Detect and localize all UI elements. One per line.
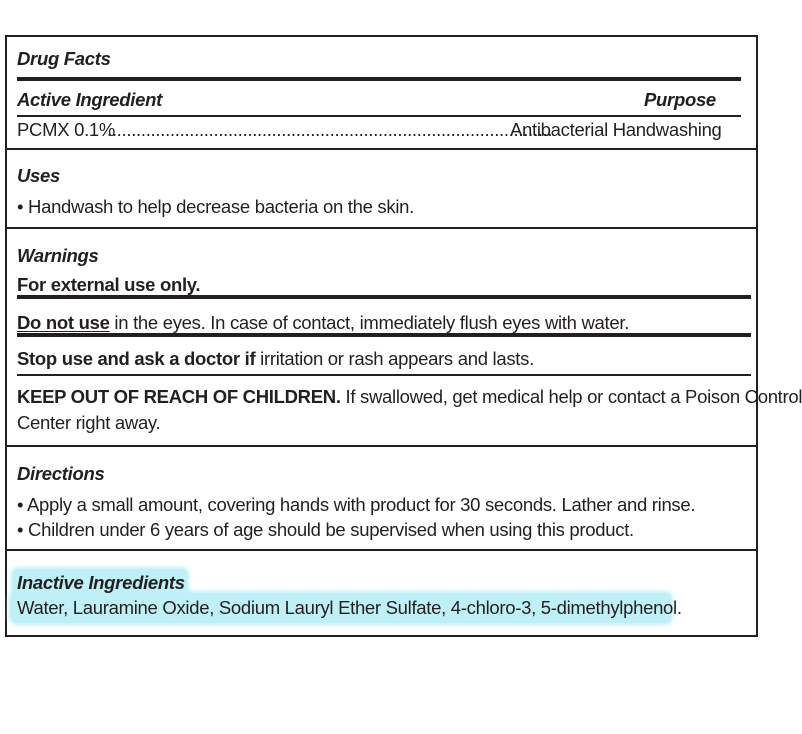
directions-item: • Children under 6 years of age should be supervised when using this product. bbox=[17, 519, 634, 540]
keep-out-text-2: Center right away. bbox=[17, 412, 161, 433]
title-rule bbox=[17, 77, 741, 81]
dot-leader: ............................................................................................ bbox=[107, 119, 553, 140]
keep-out-label: KEEP OUT OF REACH OF CHILDREN. bbox=[17, 386, 341, 407]
stop-use-text: irritation or rash appears and lasts. bbox=[255, 348, 534, 369]
keep-out-line bbox=[17, 386, 802, 408]
do-not-use-text: in the eyes. In case of contact, immediately flush eyes with water. bbox=[109, 312, 630, 333]
active-rule bbox=[17, 115, 741, 117]
do-not-use-label: Do not use bbox=[17, 312, 110, 333]
section-divider-3 bbox=[7, 445, 756, 447]
inactive-ingredients-heading: Inactive Ingredients bbox=[17, 572, 185, 593]
directions-item: • Apply a small amount, covering hands with product for 30 seconds. Lather and rinse. bbox=[17, 494, 696, 515]
section-divider-4 bbox=[7, 549, 756, 551]
warnings-heading: Warnings bbox=[17, 245, 99, 266]
purpose-heading: Purpose bbox=[644, 89, 716, 110]
warnings-rule-3 bbox=[17, 374, 751, 376]
active-ingredient-heading: Active Ingredient bbox=[17, 89, 162, 110]
warnings-rule-2 bbox=[17, 333, 751, 337]
warnings-rule-1 bbox=[17, 295, 751, 299]
stop-use-line bbox=[17, 348, 534, 370]
directions-heading: Directions bbox=[17, 463, 105, 484]
section-divider-1 bbox=[7, 148, 756, 150]
inactive-ingredients-text: Water, Lauramine Oxide, Sodium Lauryl Ether Sulfate, 4-chloro-3, 5-dimethylphenol. bbox=[17, 597, 682, 618]
external-use-warning: For external use only. bbox=[17, 274, 201, 295]
do-not-use-line bbox=[17, 312, 629, 334]
drug-facts-title: Drug Facts bbox=[17, 48, 111, 69]
active-ingredient-purpose: Antibacterial Handwashing bbox=[510, 119, 722, 140]
active-ingredient-name: PCMX 0.1% bbox=[17, 119, 116, 140]
uses-item: • Handwash to help decrease bacteria on the skin. bbox=[17, 196, 414, 217]
keep-out-text: If swallowed, get medical help or contact a Poison Control bbox=[340, 386, 802, 407]
uses-heading: Uses bbox=[17, 165, 61, 186]
stop-use-label: Stop use and ask a doctor if bbox=[17, 348, 256, 369]
drug-facts-panel bbox=[5, 35, 802, 637]
section-divider-2 bbox=[7, 227, 756, 229]
